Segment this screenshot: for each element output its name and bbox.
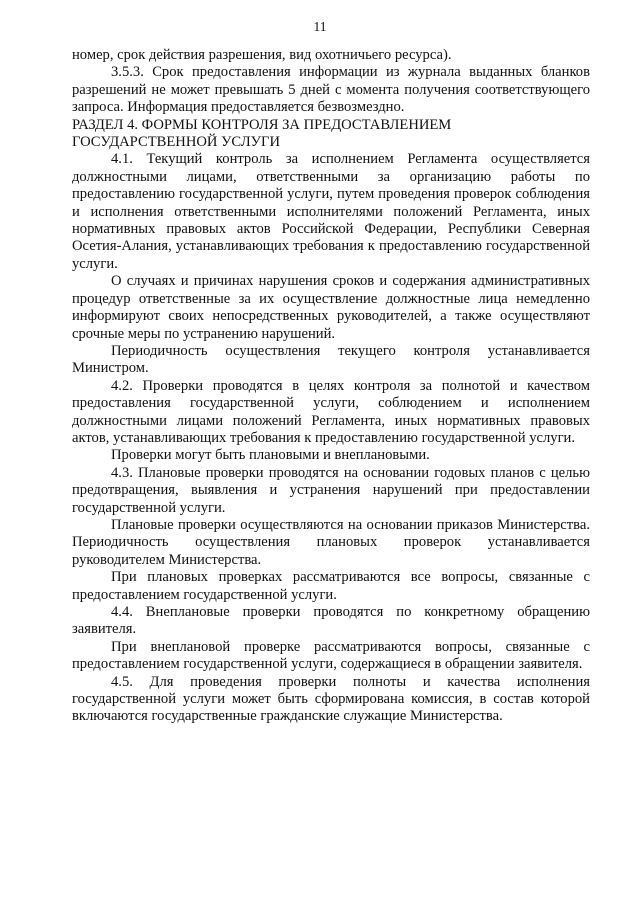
- paragraph: О случаях и причинах нарушения сроков и содержания административных процедур ответственные за их осуществление должностные лица немедленно информируют своих непосредственных руководителей, а также осуществляют срочные меры по устранению нарушений.: [72, 273, 590, 342]
- paragraph-3-5-3: 3.5.3. Срок предоставления информации из журнала выданных бланков разрешений не может превышать 5 дней с момента получения соответствующего запроса. Информация предоставляется безвозмездно.: [72, 64, 590, 116]
- paragraph-4-2: 4.2. Проверки проводятся в целях контроля за полнотой и качеством предоставления государственной услуги, соблюдением и исполнением должностными лицами положений Регламента, иных нормативных правовых актов, устанавливающих требования к предоставлению государственной услуги.: [72, 377, 590, 446]
- paragraph: Проверки могут быть плановыми и внеплановыми.: [111, 447, 430, 464]
- paragraph: Периодичность осуществления текущего контроля устанавливается Министром.: [72, 342, 590, 377]
- paragraph-4-1: 4.1. Текущий контроль за исполнением Регламента осуществляется должностными лицами, ответственными за организацию работы по предоставлению государственной услуги, путем проведения проверок соблюдения и исполнения ответственными исполнителями положений Регламента, иных нормативных правовых актов Российской Федерации, Республики Северная Осетия-Алания, устанавливающих требования к предоставлению государственной услуги.: [72, 151, 590, 272]
- paragraph-4-4: 4.4. Внеплановые проверки проводятся по конкретному обращению заявителя.: [72, 604, 590, 638]
- paragraph: При плановых проверках рассматриваются все вопросы, связанные с предоставлением государственной услуги.: [72, 569, 590, 603]
- section-title-line-1: РАЗДЕЛ 4. ФОРМЫ КОНТРОЛЯ ЗА ПРЕДОСТАВЛЕНИЕМ: [72, 116, 452, 133]
- section-title: [72, 117, 590, 152]
- paragraph-continuation: номер, срок действия разрешения, вид охотничьего ресурса).: [72, 47, 452, 63]
- paragraph: Плановые проверки осуществляются на основании приказов Министерства. Периодичность осуществления плановых проверок устанавливается руководителем Министерства.: [72, 516, 590, 568]
- paragraph: При внеплановой проверке рассматриваются вопросы, связанные с предоставлением государственной услуги, содержащиеся в обращении заявителя.: [72, 638, 590, 673]
- paragraph-4-5: 4.5. Для проведения проверки полноты и качества исполнения государственной услуги может быть сформирована комиссия, в состав которой включаются государственные гражданские служащие Министерства.: [72, 673, 590, 725]
- paragraph-4-3: 4.3. Плановые проверки проводятся на основании годовых планов с целью предотвращения, выявления и устранения нарушений при предоставлении государственной услуги.: [72, 464, 590, 516]
- document-body: [72, 47, 590, 726]
- page-number: 11: [313, 19, 327, 34]
- section-title-line-2: ГОСУДАРСТВЕННОЙ УСЛУГИ: [72, 134, 280, 151]
